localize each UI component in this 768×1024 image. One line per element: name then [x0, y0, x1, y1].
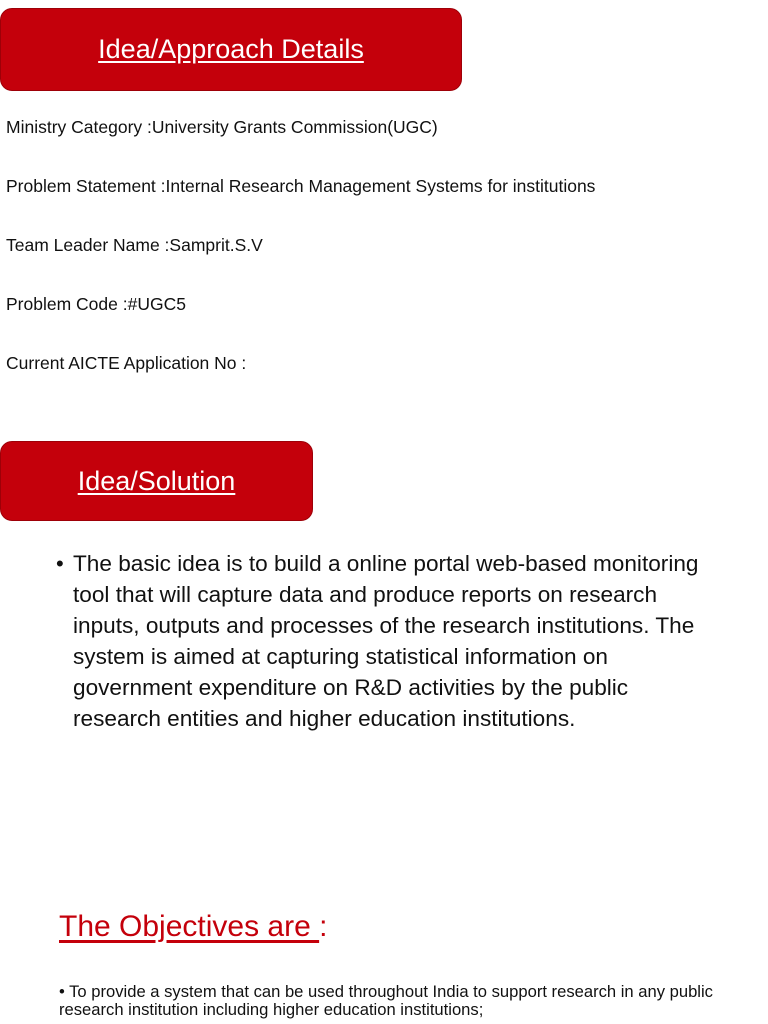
ministry-category-text: Ministry Category :University Grants Commission(UGC): [6, 117, 438, 137]
objectives-heading-text: The Objectives are: [59, 910, 320, 943]
team-leader-text: Team Leader Name :Samprit.S.V: [6, 235, 263, 255]
idea-solution-bullet-item: [56, 548, 716, 734]
application-no-text: Current AICTE Application No :: [6, 353, 247, 373]
idea-solution-title: Idea/Solution: [77, 465, 236, 496]
problem-code-text: Problem Code :#UGC5: [6, 294, 186, 314]
idea-solution-header: [0, 441, 313, 521]
objectives-heading: [59, 912, 327, 942]
problem-statement-text: Problem Statement :Internal Research Management Systems for institutions: [6, 176, 596, 196]
idea-approach-title: Idea/Approach Details: [98, 34, 364, 64]
objective-item: • To provide a system that can be used throughout India to support research in any public research institution including higher education institutions;: [59, 982, 713, 1019]
bullet-marker: •: [56, 551, 64, 576]
idea-solution-text: The basic idea is to build a online portal web-based monitoring tool that will capture data and produce reports on research inputs, outputs and processes of the research institutions. The system is aimed at capturing statistical information on government expenditure on R&D activities by the public research entities and higher education institutions.: [73, 551, 699, 731]
objectives-heading-colon: :: [319, 910, 328, 943]
idea-approach-header: [0, 8, 462, 91]
